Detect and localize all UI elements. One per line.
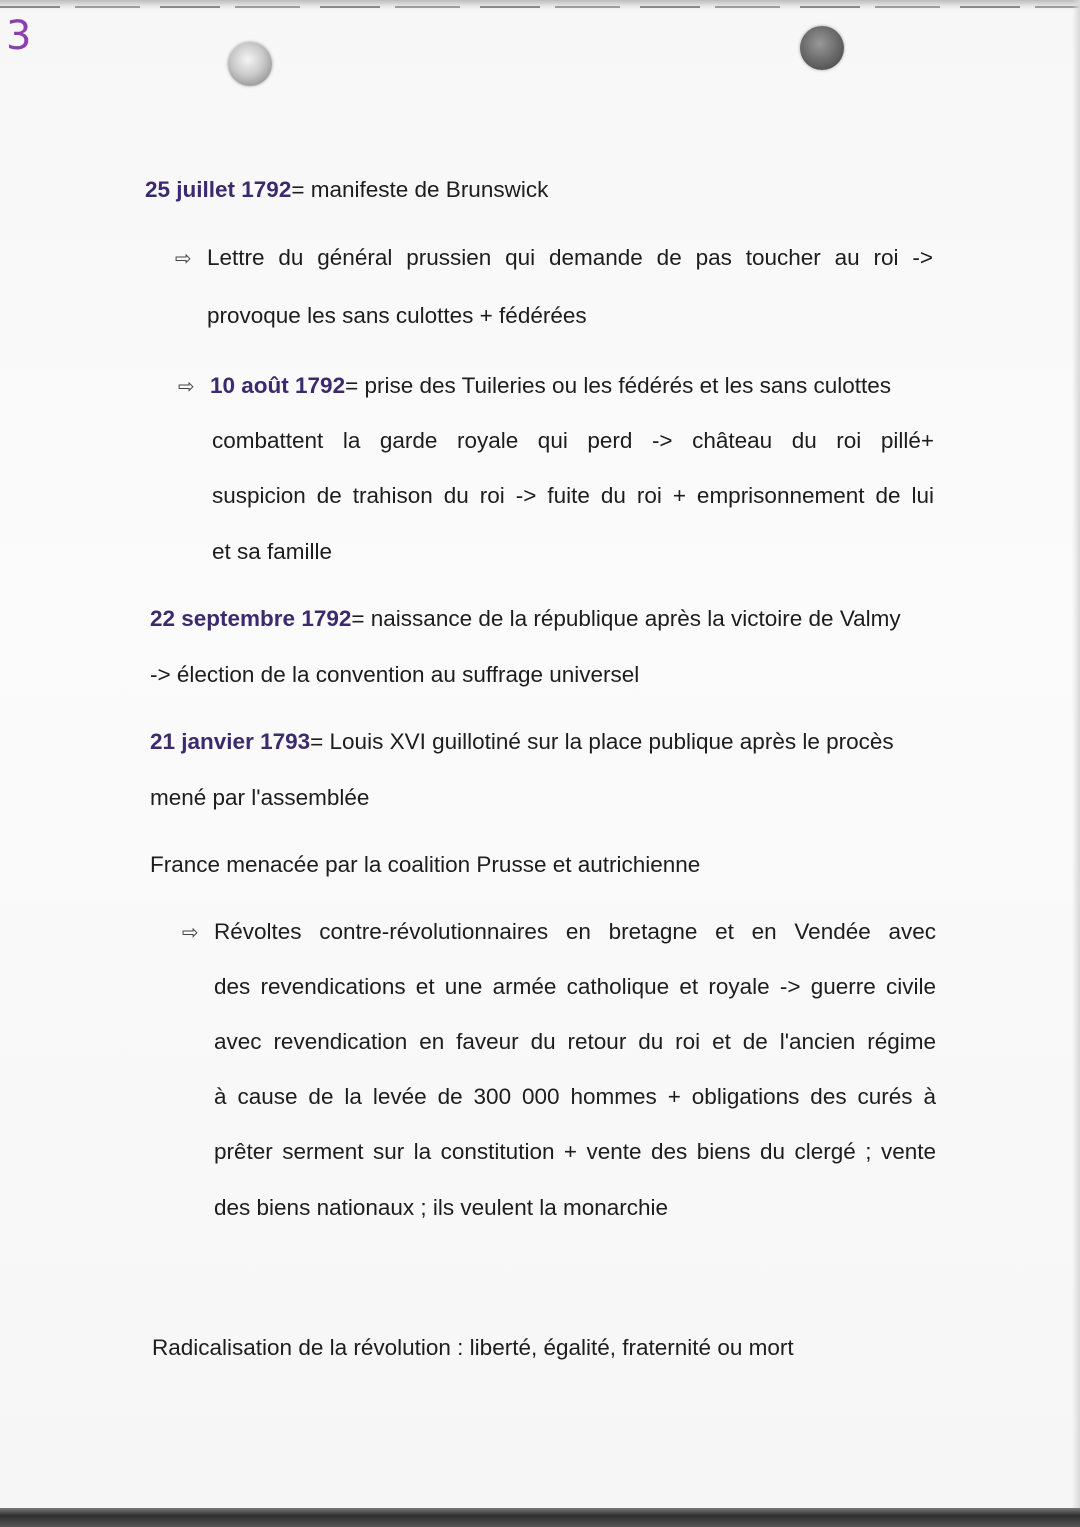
bullet-revoltes-line5: prêter serment sur la constitution + vente des biens du clergé ; vente xyxy=(214,1139,936,1164)
page-top-edge xyxy=(0,0,1080,10)
date-25-juillet-1792: 25 juillet 1792 xyxy=(145,177,292,202)
date-10-aout-1792: 10 août 1792 xyxy=(210,373,346,398)
arrow-bullet-icon: ⇨ xyxy=(175,248,192,270)
entry-louis-line2: mené par l'assemblée xyxy=(150,785,370,810)
punch-hole-left xyxy=(228,42,272,86)
bullet-revoltes xyxy=(182,918,208,947)
bullet-tuileries-line2: combattent la garde royale qui perd -> château du roi pillé+ xyxy=(212,428,934,453)
bullet-revoltes-line1: Révoltes contre-révolutionnaires en bretagne et en Vendée avec xyxy=(214,919,936,944)
entry-text: = Louis XVI guillotiné sur la place publique après le procès xyxy=(310,729,894,754)
entry-republique-line2: -> élection de la convention au suffrage universel xyxy=(150,662,640,687)
entry-text: = manifeste de Brunswick xyxy=(291,177,549,202)
bullet-revoltes-line3: avec revendication en faveur du retour du roi et de l'ancien régime xyxy=(214,1029,936,1054)
handwritten-page-number: 3 xyxy=(6,13,32,59)
bullet-revoltes-line4: à cause de la levée de 300 000 hommes + obligations des curés à xyxy=(214,1084,936,1109)
arrow-bullet-icon: ⇨ xyxy=(182,922,199,944)
entry-louis-line1 xyxy=(150,728,894,756)
entry-coalition: France menacée par la coalition Prusse et autrichienne xyxy=(150,852,701,877)
bullet-lettre-line1: Lettre du général prussien qui demande de pas toucher au roi -> xyxy=(207,245,933,270)
bullet-revoltes-line2: des revendications et une armée catholique et royale -> guerre civile xyxy=(214,974,936,999)
entry-republique-line1 xyxy=(150,605,901,633)
bullet-tuileries-line3: suspicion de trahison du roi -> fuite du roi + emprisonnement de lui xyxy=(212,483,934,508)
page-bottom-edge xyxy=(0,1508,1080,1527)
punch-hole-right xyxy=(800,26,844,70)
entry-text: = naissance de la république après la victoire de Valmy xyxy=(351,606,901,631)
bullet-revoltes-line6: des biens nationaux ; ils veulent la monarchie xyxy=(214,1195,669,1220)
arrow-bullet-icon: ⇨ xyxy=(178,376,195,398)
bullet-tuileries-line1 xyxy=(210,372,891,400)
entry-brunswick xyxy=(145,176,548,204)
bullet-tuileries xyxy=(178,372,204,401)
entry-radicalisation: Radicalisation de la révolution : liberté, égalité, fraternité ou mort xyxy=(152,1335,794,1360)
bullet-tuileries-line4: et sa famille xyxy=(212,539,333,564)
entry-text: = prise des Tuileries ou les fédérés et les sans culottes xyxy=(345,373,891,398)
date-22-septembre-1792: 22 septembre 1792 xyxy=(150,606,352,631)
bullet-lettre xyxy=(175,244,201,273)
page-right-edge xyxy=(1072,0,1080,1527)
date-21-janvier-1793: 21 janvier 1793 xyxy=(150,729,311,754)
bullet-lettre-line2: provoque les sans culottes + fédérées xyxy=(207,303,587,328)
